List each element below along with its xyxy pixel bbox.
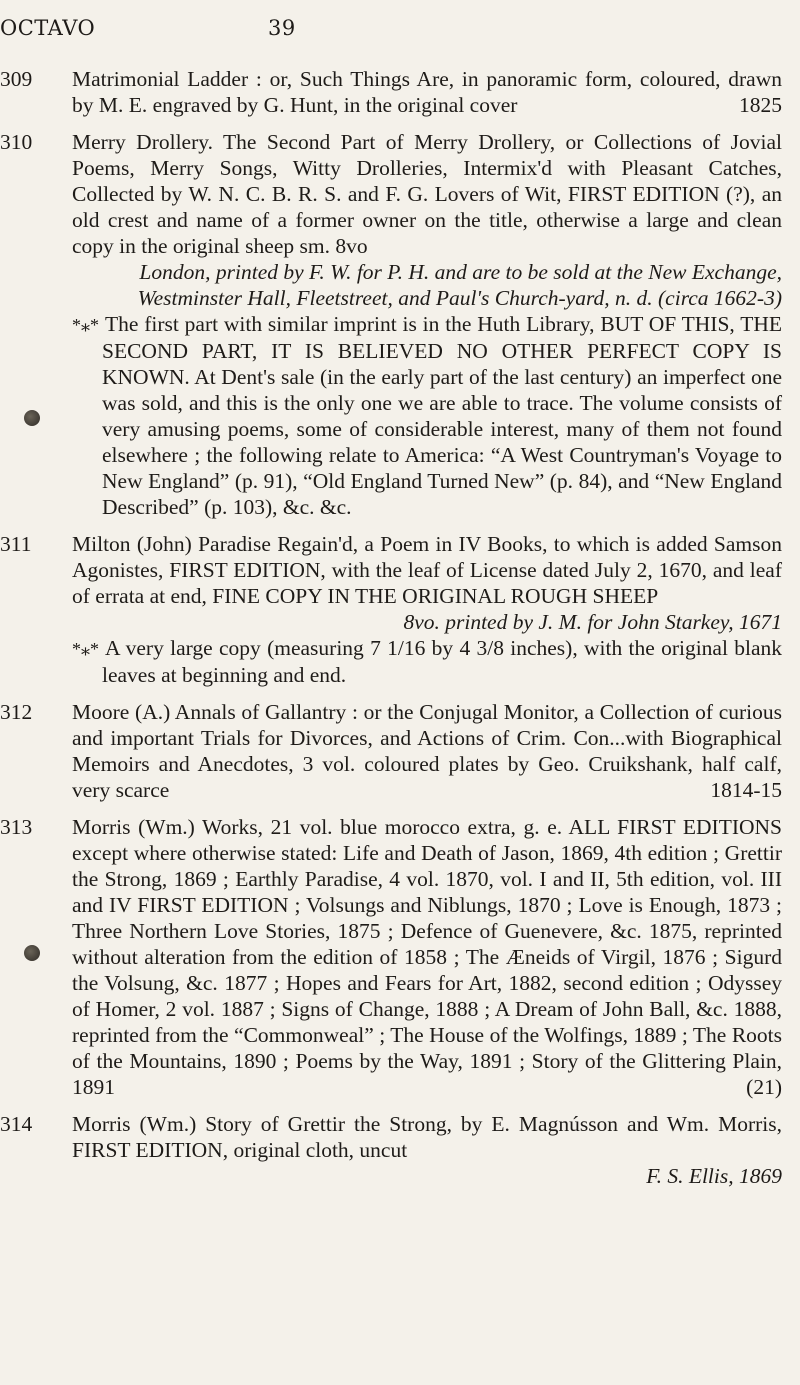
entry-description: coloured, drawn by M. E. engraved by G. Hunt, in the original cover bbox=[72, 67, 783, 117]
catalogue-entry-309 bbox=[0, 66, 800, 118]
entry-description: Wm. Morris, FIRST EDITION, original cloth, uncut bbox=[72, 1112, 782, 1162]
entry-description: EDITIONS except where otherwise stated: Life and Death of Jason, 1869, 4th edition ; Grettir the Strong, 1869 ; Earthly Paradise, 4 vol. 1870, vol. I and II, 5th edition, vol. III and IV FIRST EDITION ; Volsungs and Niblungs, 1870 ; Love is Enough, 1873 ; Three Northern Love Stories, 1875 ; Defence of Guenevere, &c. 1875, reprinted without alteration from the edition of 1858 ; The Æneids of Virgil, 1876 ; Sigurd the Volsung, &c. 1877 ; Hopes and Fears for Art, 1882, second edition ; Odyssey of Homer, 2 vol. 1887 ; Signs of Change, 1888 ; A Dream of John Ball, &c. 1888, reprinted from the “Commonweal” ; The House of the Wolfings, 1889 ; The Roots of the Mountains, 1890 ; Poems by the Way, 1891 ; Story of the Glittering Plain, 1891 bbox=[72, 815, 782, 1099]
entry-title: Morris (Wm.) Story of Grettir the Strong, by E. Magnússon and bbox=[72, 1112, 659, 1136]
entry-title: Milton (John) Paradise Regain'd, a Poem in IV Books, to bbox=[72, 532, 571, 556]
entry-date: 1814-15 bbox=[710, 778, 782, 802]
entry-description: which is added Samson Agonistes, FIRST EDITION, with the leaf of License dated July 2, 1670, and leaf of errata at end, FINE COPY IN THE ORIGINAL ROUGH SHEEP bbox=[72, 532, 783, 608]
entry-description: Collections of Jovial Poems, Merry Songs, Witty Drolleries, Intermix'd with Pleasant Catches, Collected by W. N. C. B. R. S. and F. G. Lovers of Wit, FIRST EDITION (?), an old crest and name of a former owner on the title, otherwise a large and clean copy in the original sheep sm. 8vo bbox=[72, 130, 783, 258]
entry-note bbox=[72, 311, 782, 520]
lot-number: 313 bbox=[0, 815, 33, 839]
entry-imprint: 8vo. printed by J. M. for John Starkey, 1671 bbox=[403, 610, 782, 634]
note-text: The first part with similar imprint is in the Huth Library, BUT OF THIS, THE SECOND PART, IT IS BELIEVED NO OTHER PERFECT COPY IS KNOWN. At Dent's sale (in the early part of the last century) an imperfect one was sold, and this is the only one we are able to trace. The volume consists of very amusing poems, some of considerable interest, many of them not found elsewhere ; the following relate to America: “A West Countryman's Voyage to New England” (p. 91), “Old England Turned New” (p. 84), and “New England Described” (p. 103), &c. &c. bbox=[102, 312, 782, 519]
section-heading: OCTAVO bbox=[0, 16, 96, 40]
entry-title: Matrimonial Ladder : or, Such Things Are, in panoramic form, bbox=[72, 67, 633, 91]
entry-title: Merry Drollery. The Second Part of Merry Drollery, or bbox=[72, 130, 584, 154]
entry-description: a Collection of curious and important Trials for Divorces, and Actions of Crim. Con...with Biographical Memoirs and Anecdotes, 3 vol. coloured plates by Geo. Cruikshank, half calf, very scarce bbox=[72, 700, 782, 802]
lot-number: 314 bbox=[0, 1112, 33, 1136]
entry-title: Moore (A.) Annals of Gallantry : or the Conjugal Monitor, bbox=[72, 700, 579, 724]
note-text: A very large copy (measuring 7 1/16 by 4 3/8 inches), with the original blank leaves at beginning and end. bbox=[102, 636, 782, 687]
page-number: 39 bbox=[268, 16, 296, 40]
catalogue-entry-314 bbox=[0, 1111, 800, 1189]
lot-number: 310 bbox=[0, 130, 33, 154]
catalogue-entry-313 bbox=[0, 814, 800, 1100]
lot-number: 312 bbox=[0, 700, 33, 724]
entry-date: (21) bbox=[746, 1075, 782, 1099]
entry-imprint: London, printed by F. W. for P. H. and are to be sold at the New Exchange, Westminster Hall, Fleetstreet, and Paul's Church-yard, n. d. (circa 1662-3) bbox=[137, 260, 782, 310]
catalogue-entries bbox=[0, 66, 800, 1200]
entry-note bbox=[72, 635, 782, 688]
note-asterism-icon: *⁎* bbox=[72, 639, 99, 659]
catalogue-entry-310 bbox=[0, 129, 800, 520]
lot-number: 309 bbox=[0, 67, 33, 91]
page-header bbox=[0, 16, 800, 42]
entry-date: 1825 bbox=[739, 93, 782, 117]
catalogue-entry-312 bbox=[0, 699, 800, 803]
entry-imprint: F. S. Ellis, 1869 bbox=[646, 1164, 782, 1188]
lot-number: 311 bbox=[0, 532, 32, 556]
entry-title: Morris (Wm.) Works, 21 vol. blue morocco extra, g. e. ALL FIRST bbox=[72, 815, 676, 839]
catalogue-entry-311 bbox=[0, 531, 800, 688]
note-asterism-icon: *⁎* bbox=[72, 315, 99, 335]
